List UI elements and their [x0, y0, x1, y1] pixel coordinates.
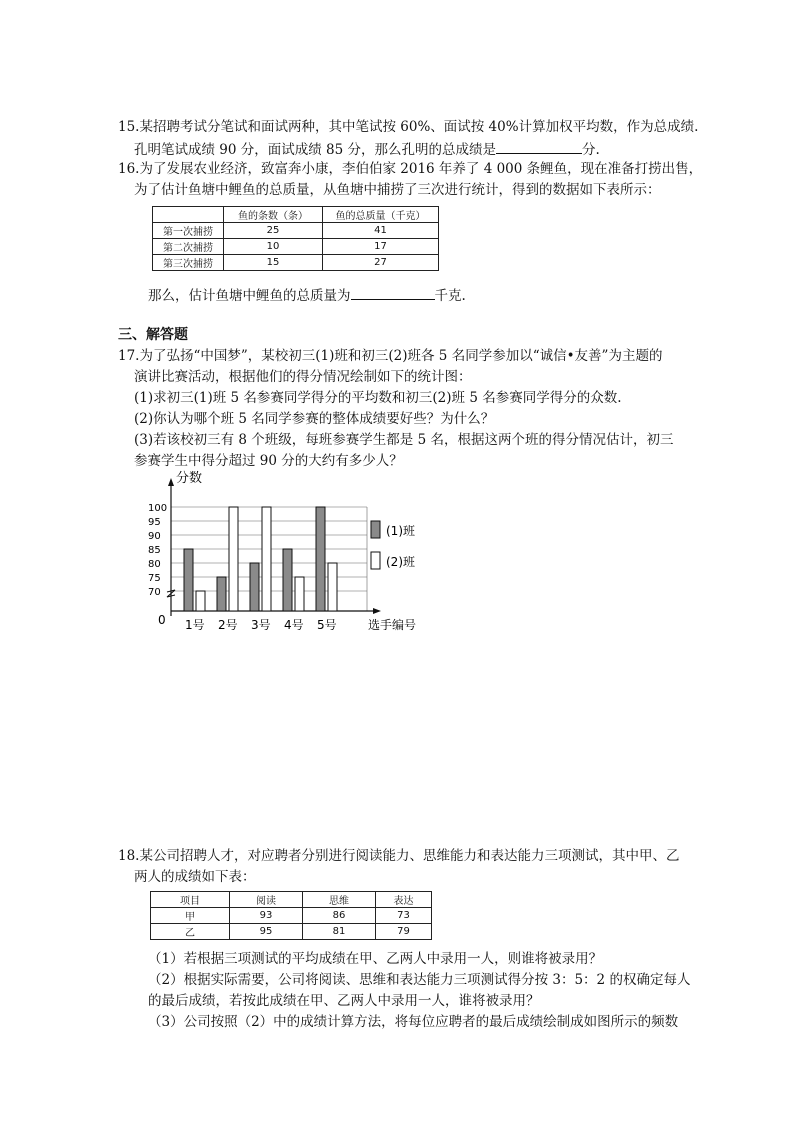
table-cell: 甲	[151, 908, 230, 924]
axis-break-mark	[167, 590, 175, 597]
y-tick-label: 100	[148, 503, 168, 514]
x-tick-label: 1号	[185, 618, 205, 632]
table-cell: 27	[323, 255, 439, 271]
table-header	[153, 207, 224, 223]
bar	[295, 577, 304, 611]
table-cell: 10	[224, 239, 323, 255]
table-row	[151, 924, 432, 940]
y-axis-label: 分数	[176, 471, 203, 486]
y-axis-arrow	[168, 478, 174, 486]
origin-label: 0	[158, 613, 166, 627]
x-axis-label: 选手编号	[368, 618, 417, 632]
q16-line2: 为了估计鱼塘中鲤鱼的总质量，从鱼塘中捕捞了三次进行统计，得到的数据如下表所示：	[134, 182, 661, 198]
q18-line2: 两人的成绩如下表：	[134, 869, 256, 885]
bar	[229, 507, 238, 611]
bar	[184, 549, 193, 611]
q17-line2: 演讲比赛活动，根据他们的得分情况绘制如下的统计图：	[134, 369, 472, 385]
table-cell: 15	[224, 255, 323, 271]
bar	[250, 563, 259, 611]
bar	[283, 549, 292, 611]
scores-table	[150, 891, 432, 940]
table-cell: 81	[303, 924, 376, 940]
table-cell: 95	[230, 924, 303, 940]
q15-text: 孔明笔试成绩 90 分，面试成绩 85 分，那么孔明的总成绩是	[134, 142, 497, 158]
table-cell: 第一次捕捞	[153, 223, 224, 239]
q18-sub2a: （2）根据实际需要，公司将阅读、思维和表达能力三项测试得分按 3：5：2 的权确定每人	[148, 972, 691, 988]
table-cell: 41	[323, 223, 439, 239]
table-cell: 86	[303, 908, 376, 924]
bar	[217, 577, 226, 611]
q17-sub1: (1)求初三(1)班 5 名参赛同学得分的平均数和初三(2)班 5 名参赛同学得分的众数.	[134, 390, 622, 406]
table-cell: 73	[376, 908, 432, 924]
table-header: 项目	[151, 892, 230, 908]
y-tick-label: 70	[148, 587, 161, 598]
x-tick-label: 4号	[284, 618, 304, 632]
q16-line1: 16.为了发展农业经济，致富奔小康，李伯伯家 2016 年养了 4 000 条鲤鱼，现在准备打捞出售，	[118, 161, 703, 177]
answer-blank	[351, 285, 435, 300]
q17-sub2: (2)你认为哪个班 5 名同学参赛的整体成绩要好些？为什么？	[134, 411, 495, 427]
q18-line1: 18.某公司招聘人才，对应聘者分别进行阅读能力、思维能力和表达能力三项测试，其中甲、乙	[118, 848, 680, 864]
table-cell: 第三次捕捞	[153, 255, 224, 271]
table-header-row	[151, 892, 432, 908]
q18-sub3: （3）公司按照（2）中的成绩计算方法，将每位应聘者的最后成绩绘制成如图所示的频数	[148, 1014, 679, 1030]
table-cell: 第二次捕捞	[153, 239, 224, 255]
table-row	[153, 239, 439, 255]
x-tick-label: 5号	[317, 618, 337, 632]
y-tick-label: 80	[148, 559, 161, 570]
table-row	[153, 255, 439, 271]
q16-unit: 千克.	[434, 288, 466, 304]
x-tick-label: 3号	[251, 618, 271, 632]
q15-line2	[134, 139, 600, 159]
table-cell: 25	[224, 223, 323, 239]
q17-line1: 17.为了弘扬“中国梦”，某校初三(1)班和初三(2)班各 5 名同学参加以“诚信•友善”为主题的	[118, 348, 663, 364]
y-tick-label: 95	[148, 517, 161, 528]
table-header-row	[153, 207, 439, 223]
legend-label: (1)班	[386, 524, 415, 538]
section-heading: 三、解答题	[118, 327, 188, 343]
table-header: 表达	[376, 892, 432, 908]
q18-sub1: （1）若根据三项测试的平均成绩在甲、乙两人中录用一人，则谁将被录用？	[148, 951, 603, 967]
table-row	[151, 908, 432, 924]
q18-sub2b: 的最后成绩，若按此成绩在甲、乙两人中录用一人，谁将被录用？	[148, 993, 540, 1009]
q15-line1: 15.某招聘考试分笔试和面试两种，其中笔试按 60%、面试按 40%计算加权平均数，作为总成绩.	[118, 119, 699, 135]
q15-unit: 分.	[582, 142, 600, 158]
y-tick-label: 75	[148, 573, 161, 584]
bar	[316, 507, 325, 611]
table-header: 鱼的总质量（千克）	[323, 207, 439, 223]
q17-sub3b: 参赛学生中得分超过 90 分的大约有多少人？	[134, 453, 403, 469]
chart-legend	[371, 521, 415, 569]
y-tick-label: 90	[148, 531, 161, 542]
legend-swatch	[371, 552, 380, 569]
x-tick-label: 2号	[218, 618, 238, 632]
table-cell: 79	[376, 924, 432, 940]
bar	[328, 563, 337, 611]
table-header: 鱼的条数（条）	[224, 207, 323, 223]
y-tick-label: 85	[148, 545, 161, 556]
bar	[262, 507, 271, 611]
table-row	[153, 223, 439, 239]
fish-table	[152, 206, 439, 271]
x-axis-arrow	[373, 608, 381, 614]
answer-blank	[496, 139, 582, 154]
score-bar-chart	[140, 466, 440, 636]
q16-text: 那么，估计鱼塘中鲤鱼的总质量为	[148, 288, 351, 304]
legend-label: (2)班	[386, 555, 415, 569]
table-cell: 93	[230, 908, 303, 924]
table-cell: 17	[323, 239, 439, 255]
bars	[184, 507, 337, 611]
bar	[196, 591, 205, 611]
table-header: 阅读	[230, 892, 303, 908]
legend-swatch	[371, 521, 380, 538]
table-cell: 乙	[151, 924, 230, 940]
table-header: 思维	[303, 892, 376, 908]
y-tick-labels	[148, 503, 167, 598]
q17-sub3a: (3)若该校初三有 8 个班级，每班参赛学生都是 5 名，根据这两个班的得分情况估计，初三	[134, 432, 674, 448]
q16-answer-line	[148, 285, 466, 305]
x-tick-labels	[185, 618, 337, 632]
